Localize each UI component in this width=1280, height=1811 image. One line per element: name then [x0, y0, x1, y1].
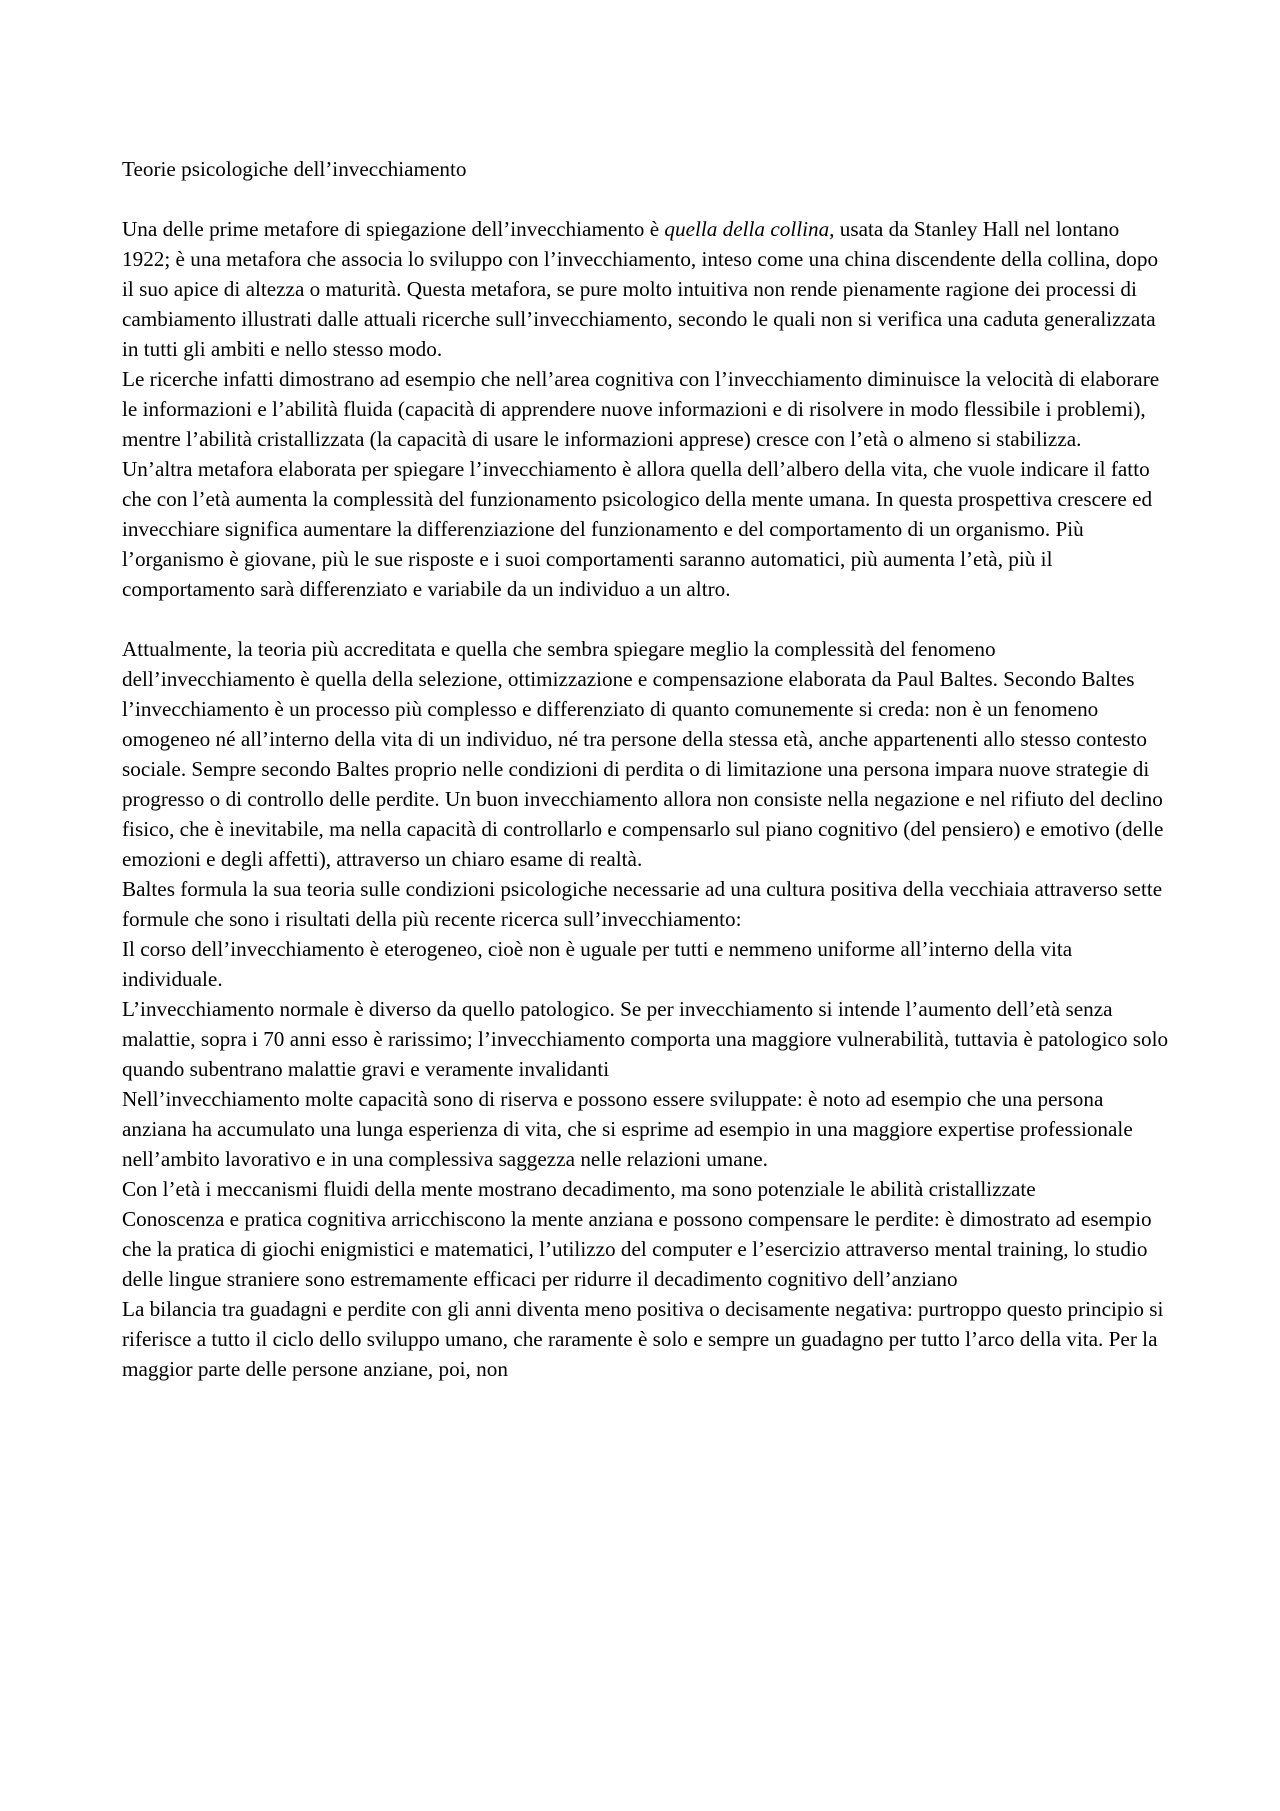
paragraph-text: usata da Stanley Hall nel lontano 1922; è una metafora che associa lo sviluppo con l’invecchiamento, inteso come una china discendente della collina, dopo il suo apice di altezza o maturità. Questa metafora, se pure molto intuitiva non rende pienamente ragione dei processi di cambiamento illustrati dalle attuali ricerche sull’invecchiamento, secondo le quali non si verifica una caduta generalizzata in tutti gli ambiti e nello stesso modo. [122, 217, 1159, 361]
emphasis-text: quella della collina, [664, 217, 835, 241]
paragraph-cognitive-research: Le ricerche infatti dimostrano ad esempio che nell’area cognitiva con l’invecchiamento diminuisce la velocità di elaborare le informazioni e l’abilità fluida (capacità di apprendere nuove informazioni e di risolvere in modo flessibile i problemi), mentre l’abilità cristallizzata (la capacità di usare le informazioni apprese) cresce con l’età o almeno si stabilizza. [122, 367, 1160, 451]
paragraph-heterogeneous: Il corso dell’invecchiamento è eterogeneo, cioè non è uguale per tutti e nemmeno uniforme all’interno della vita individuale. [122, 937, 1073, 991]
document-title: Teorie psicologiche dell’invecchiamento [122, 157, 467, 181]
paragraph-hill-metaphor [122, 214, 1172, 364]
paragraph-text: Una delle prime metafore di spiegazione dell’invecchiamento è [122, 217, 665, 241]
paragraph-fluid-mechanisms: Con l’età i meccanismi fluidi della mente mostrano decadimento, ma sono potenziale le abilità cristallizzate [122, 1177, 1036, 1201]
paragraph-normal-vs-pathological: L’invecchiamento normale è diverso da quello patologico. Se per invecchiamento si intende l’aumento dell’età senza malattie, sopra i 70 anni esso è rarissimo; l’invecchiamento comporta una maggiore vulnerabilità, tuttavia è patologico solo quando subentrano malattie gravi e veramente invalidanti [122, 997, 1169, 1081]
paragraph-baltes-theory: Attualmente, la teoria più accreditata e quella che sembra spiegare meglio la complessità del fenomeno dell’invecchiamento è quella della selezione, ottimizzazione e compensazione elaborata da Paul Baltes. Secondo Baltes l’invecchiamento è un processo più complesso e differenziato di quanto comunemente si creda: non è un fenomeno omogeneo né all’interno della vita di un individuo, né tra persone della stessa età, anche appartenenti allo stesso contesto sociale. Sempre secondo Baltes proprio nelle condizioni di perdita o di limitazione una persona impara nuove strategie di progresso o di controllo delle perdite. Un buon invecchiamento allora non consiste nella negazione e nel rifiuto del declino fisico, che è inevitabile, ma nella capacità di controllarlo e compensarlo sul piano cognitivo (del pensiero) e emotivo (delle emozioni e degli affetti), attraverso un chiaro esame di realtà. [122, 637, 1164, 871]
paragraph-reserve-capacity: Nell’invecchiamento molte capacità sono di riserva e possono essere sviluppate: è noto ad esempio che una persona anziana ha accumulato una lunga esperienza di vita, che si esprime ad esempio in una maggiore expertise professionale nell’ambito lavorativo e in una complessiva saggezza nelle relazioni umane. [122, 1087, 1133, 1171]
paragraph-seven-formulas: Baltes formula la sua teoria sulle condizioni psicologiche necessarie ad una cultura positiva della vecchiaia attraverso sette formule che sono i risultati della più recente ricerca sull’invecchiamento: [122, 877, 1163, 931]
paragraph-cognitive-practice: Conoscenza e pratica cognitiva arricchiscono la mente anziana e possono compensare le perdite: è dimostrato ad esempio che la pratica di giochi enigmistici e matematici, l’utilizzo del computer e l’esercizio attraverso mental training, lo studio delle lingue straniere sono estremamente efficaci per ridurre il decadimento cognitivo dell’anziano [122, 1207, 1152, 1291]
paragraph-tree-of-life: Un’altra metafora elaborata per spiegare l’invecchiamento è allora quella dell’albero della vita, che vuole indicare il fatto che con l’età aumenta la complessità del funzionamento psicologico della mente umana. In questa prospettiva crescere ed invecchiare significa aumentare la differenziazione del funzionamento e del comportamento di un organismo. Più l’organismo è giovane, più le sue risposte e i suoi comportamenti saranno automatici, più aumenta l’età, più il comportamento sarà differenziato e variabile da un individuo a un altro. [122, 457, 1153, 601]
paragraph-gains-losses: La bilancia tra guadagni e perdite con gli anni diventa meno positiva o decisamente negativa: purtroppo questo principio si riferisce a tutto il ciclo dello sviluppo umano, che raramente è solo e sempre un guadagno per tutto l’arco della vita. Per la maggior parte delle persone anziane, poi, non [122, 1297, 1164, 1381]
document-body [122, 154, 1172, 1384]
